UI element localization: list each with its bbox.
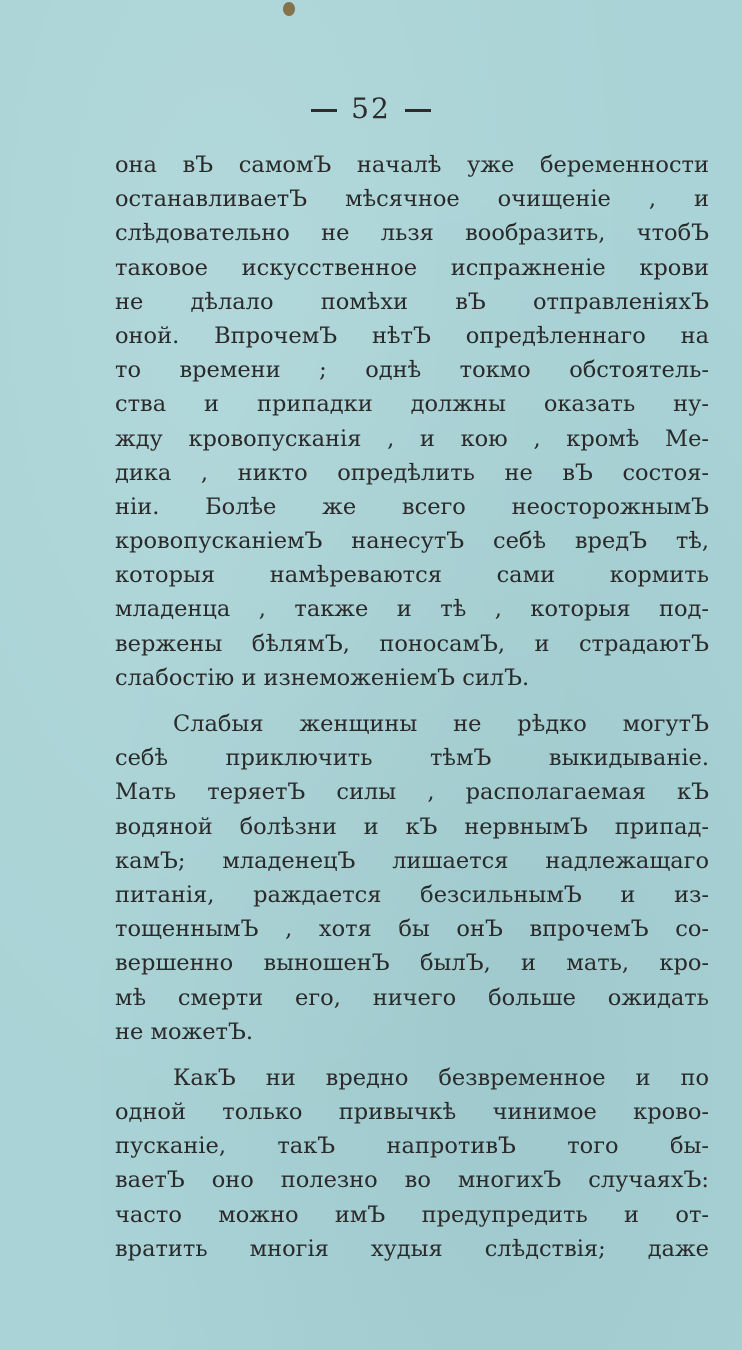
text-line: камЪ; младенецЪ лишается надлежащаго [115, 847, 709, 874]
text-line: оной. ВпрочемЪ нѣтЪ опредѣленнаго на [115, 322, 709, 349]
text-line: не дѣлало помѣхи вЪ отправленіяхЪ [115, 288, 709, 315]
paragraph-gap [115, 695, 709, 707]
paragraph-1 [115, 148, 709, 695]
text-line: часто можно имЪ предупредить и от- [115, 1201, 709, 1228]
page-number: 52 [351, 92, 391, 125]
paragraph-gap [115, 1049, 709, 1061]
text-line: вершенно выношенЪ былЪ, и мать, кро- [115, 950, 709, 977]
text-line: то времени ; однѣ токмо обстоятель- [115, 357, 709, 384]
paragraph-2 [115, 707, 709, 1049]
text-line: тощеннымЪ , хотя бы онЪ впрочемЪ со- [115, 916, 709, 943]
page-number-header [0, 92, 742, 125]
paragraph-3 [115, 1061, 709, 1266]
text-line: себѣ приключить тѣмЪ выкидываніе. [115, 745, 709, 772]
text-line: кровопусканіемЪ нанесутЪ себѣ вредЪ тѣ, [115, 528, 709, 555]
text-line: жду кровопусканія , и кою , кромѣ Ме- [115, 425, 709, 452]
text-line: ства и припадки должны оказать ну- [115, 391, 709, 418]
text-line: младенца , также и тѣ , которыя под- [115, 596, 709, 623]
text-line: вратить многія худыя слѣдствія; даже [115, 1235, 709, 1262]
text-line: вержены бѣлямЪ, поносамЪ, и страдаютЪ [115, 630, 709, 657]
text-line: дика , никто опредѣлить не вЪ состоя- [115, 459, 709, 486]
text-line: ваетЪ оно полезно во многихЪ случаяхЪ: [115, 1167, 709, 1194]
text-line: одной только привычкѣ чинимое крово- [115, 1099, 709, 1126]
body-text [115, 148, 709, 1266]
text-line: не можетЪ. [115, 1018, 253, 1045]
text-line: таковое искусственное испражненіе крови [115, 254, 709, 281]
text-line: слабостію и изнеможеніемЪ силЪ. [115, 664, 530, 691]
text-line: которыя намѣреваются сами кормить [115, 562, 709, 589]
text-line: Мать теряетЪ силы , располагаемая кЪ [115, 779, 709, 806]
text-line: Слабыя женщины не рѣдко могутЪ [173, 711, 709, 737]
text-line: питанія, раждается безсильнымЪ и из- [115, 881, 709, 908]
text-line: останавливаетЪ мѣсячное очищеніе , и [115, 186, 709, 213]
text-line: пусканіе, такЪ напротивЪ того бы- [115, 1133, 709, 1160]
ink-smudge [283, 2, 295, 16]
right-dash [405, 109, 431, 112]
text-line: ніи. Болѣе же всего неосторожнымЪ [115, 493, 709, 520]
text-line: КакЪ ни вредно безвременное и по [173, 1064, 709, 1091]
text-line: мѣ смерти его, ничего больше ожидать [115, 984, 709, 1011]
left-dash [311, 109, 337, 112]
text-line: слѣдовательно не льзя вообразить, чтобЪ [115, 220, 709, 247]
text-line: она вЪ самомЪ началѣ уже беременности [115, 152, 709, 178]
text-line: водяной болѣзни и кЪ нервнымЪ припад- [115, 813, 709, 840]
